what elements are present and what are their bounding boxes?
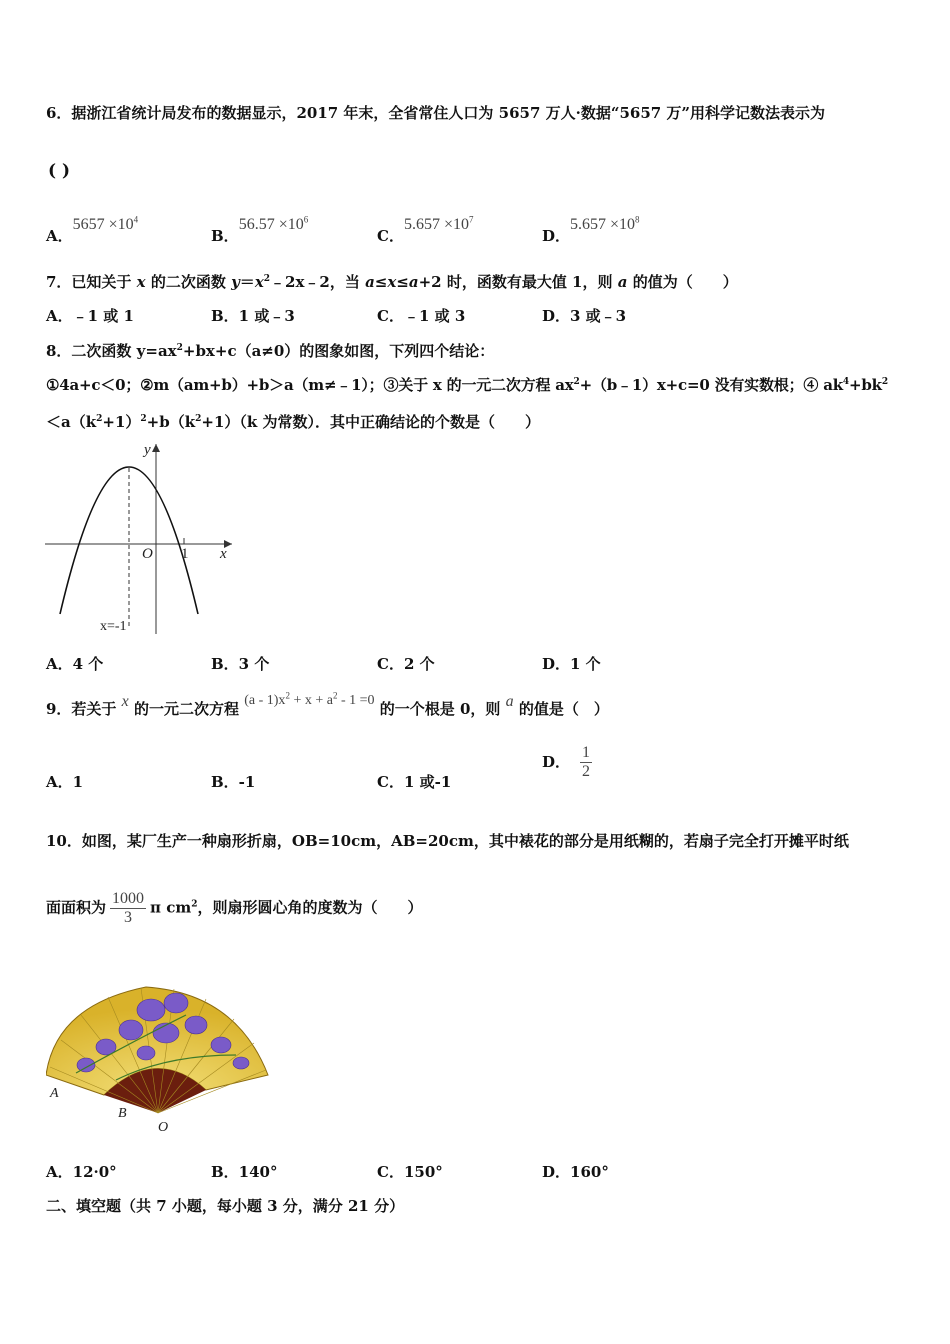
option-letter: C．: [377, 227, 404, 245]
option-value: $56.57 \times 10^6$: [238, 214, 309, 233]
q9-option-c[interactable]: C．1 或-1: [377, 773, 452, 791]
option-letter: B．: [211, 227, 239, 245]
q8-option-b[interactable]: B．3 个: [211, 655, 270, 673]
q8-option-d[interactable]: D．1 个: [542, 655, 601, 673]
folding-fan-figure: [46, 985, 271, 1135]
option-value: $5657 \times 10^4$: [72, 214, 139, 233]
q6-option-c[interactable]: [377, 213, 474, 245]
q6-option-d[interactable]: [542, 213, 640, 245]
option-letter: A．: [46, 227, 73, 245]
parabola-graph: [40, 438, 240, 638]
q7-option-b[interactable]: B．1 或﹣3: [211, 307, 295, 325]
point-a-label: A: [50, 1086, 59, 1101]
option-value: $5.657 \times 10^7$: [403, 214, 474, 233]
q8-stem-line1: 8．二次函数 $y=ax^2+bx+c(a\ne 0)$的图象如图，下列四个结论：: [46, 342, 495, 360]
option-letter: D．: [542, 227, 571, 245]
q7-stem: 7．已知关于 x 的二次函数 $y=x^2﹣2x﹣2$，当 a≤x≤a+2 时，函数有最大值 1，则 a 的值为（ ）: [46, 273, 738, 291]
q10-option-d[interactable]: D．160°: [542, 1163, 609, 1181]
q10-stem: 10．如图，某厂生产一种扇形折扇，OB=10cm，AB=20cm，其中裱花的部分是用纸糊的，若扇子完全打开摊平时纸: [46, 832, 849, 850]
q7-option-c[interactable]: C．﹣1 或 3: [377, 307, 466, 325]
q9-option-a[interactable]: A．1: [46, 773, 84, 791]
q7-option-d[interactable]: D．3 或﹣3: [542, 307, 627, 325]
x-label: x: [220, 546, 227, 562]
y-label: y: [144, 442, 151, 458]
origin-label: O: [142, 546, 153, 562]
q8-option-c[interactable]: C．2 个: [377, 655, 435, 673]
q6-option-a[interactable]: [46, 213, 139, 245]
option-value: $5.657 \times 10^8$: [570, 214, 640, 233]
q6-paren: ( ): [48, 161, 71, 181]
q6-option-b[interactable]: [211, 213, 309, 245]
q9-equation: $(a - 1)x^2 + x + a^2 - 1 =0$: [244, 690, 375, 708]
q9-option-b[interactable]: B．-1: [211, 773, 256, 791]
q10-option-b[interactable]: B．140°: [211, 1163, 278, 1181]
axis-of-symmetry-label: x=-1: [100, 619, 127, 634]
point-b-label: B: [118, 1106, 127, 1121]
q8-stem-line3: $<a(k^2+1)^2+b(k^2+1)(k$ 为常数）．其中正确结论的个数是（ ）: [46, 413, 541, 431]
point-o-label: O: [158, 1120, 169, 1135]
q6-stem: 6．据浙江省统计局发布的数据显示，2017 年末，全省常住人口为 5657 万人·数据“5657 万”用科学记数法表示为: [46, 104, 826, 122]
one-label: 1: [181, 546, 189, 562]
q10-stem-line2: 面面积为 $\frac{1000}{3}$ π $cm^2$，则扇形圆心角的度数为（ ）: [46, 890, 423, 926]
section-heading-fill-in: 二、填空题（共 7 小题，每小题 3 分，满分 21 分）: [46, 1197, 405, 1215]
q9-option-d[interactable]: D． $\frac{1}{2}$: [542, 744, 591, 780]
q10-option-a[interactable]: A．12·0°: [46, 1163, 117, 1181]
q9-stem: 9．若关于 x 的一元二次方程 $(a - 1)x^2 + x + a^2 - 1 =0$ 的一个根是 0，则 a 的值是（ ）: [46, 690, 609, 718]
q10-option-c[interactable]: C．150°: [377, 1163, 443, 1181]
y-axis-arrow: [152, 444, 160, 452]
q8-stem-line2: ①4a+c＜0；②m（am+b）+b＞a（m≠﹣1）；③关于 x 的一元二次方程 $ax^2+(b﹣1)x+c=0$ 没有实数根；④ $ak^4+bk^2$: [46, 376, 888, 394]
q8-option-a[interactable]: A．4 个: [46, 655, 104, 673]
q7-option-a[interactable]: A．﹣1 或 1: [46, 307, 134, 325]
